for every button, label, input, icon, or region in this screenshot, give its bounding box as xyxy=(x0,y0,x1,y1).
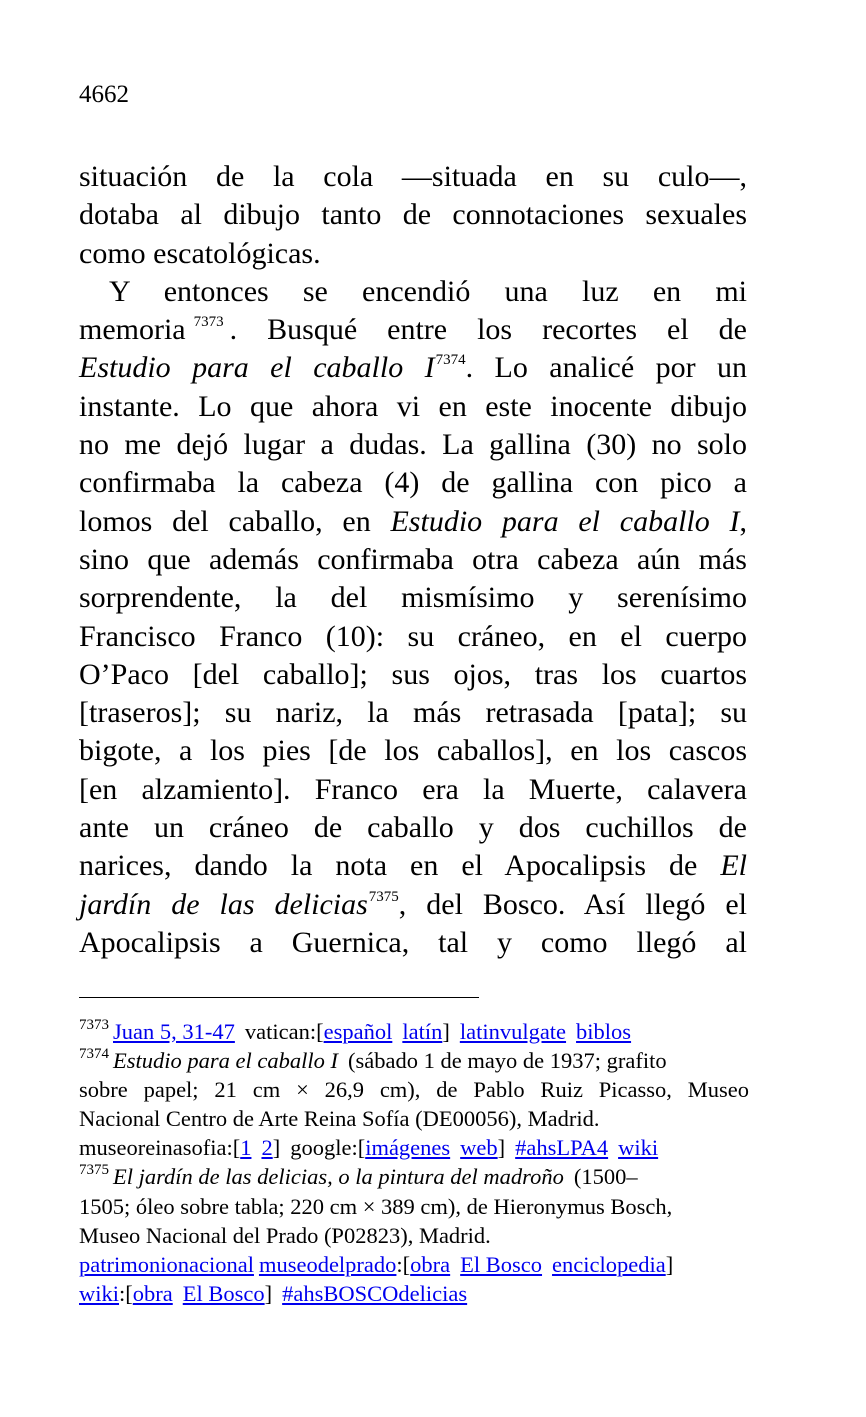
link-el-bosco[interactable]: El Bosco xyxy=(460,1251,543,1277)
footnote-line: Museo Nacional del Prado (P02823), Madrid. xyxy=(79,1222,491,1248)
link-enciclopedia[interactable]: enciclopedia xyxy=(552,1251,666,1277)
text-fragment: memoria xyxy=(79,313,186,347)
text-line xyxy=(79,311,747,349)
text-line: como escatológicas. xyxy=(79,236,321,270)
text-fragment: lomos del caballo, en xyxy=(79,504,371,538)
footnote-reference: 7375 xyxy=(368,888,399,905)
footnote-line: Nacional Centro de Arte Reina Sofía (DE00056), Madrid. xyxy=(79,1106,600,1132)
text-fragment: , del Bosco. Así llegó el xyxy=(398,887,747,921)
bracket: ] xyxy=(497,1135,506,1161)
footnote-reference: 7373 xyxy=(193,314,224,331)
text-line: situación de la cola ―situada en su culo―, xyxy=(79,160,747,193)
text-fragment: . Lo analicé por un xyxy=(465,351,747,385)
link-wiki[interactable]: wiki xyxy=(79,1280,120,1306)
text-line: [en alzamiento]. Franco era la Muerte, calavera xyxy=(79,772,747,806)
footnote-line xyxy=(79,1162,749,1191)
text-line xyxy=(79,847,747,885)
text-line: sino que además confirmaba otra cabeza aún más xyxy=(79,542,747,576)
source-label: museoreinasofia:[ xyxy=(79,1135,241,1161)
source-label: :[ xyxy=(396,1251,411,1277)
footnote-line xyxy=(79,1046,749,1075)
bracket: ] xyxy=(442,1019,450,1044)
link-museodelprado[interactable]: museodelprado xyxy=(258,1251,397,1277)
link-wiki[interactable]: wiki xyxy=(618,1135,659,1161)
artwork-title: Estudio para el caballo I xyxy=(390,504,740,538)
link-el-bosco-wiki[interactable]: El Bosco xyxy=(182,1280,265,1306)
bracket: ] xyxy=(665,1251,674,1277)
footnote-line xyxy=(79,1133,749,1162)
footnote-number: 7375 xyxy=(79,1162,109,1179)
artwork-title: jardín de las delicias xyxy=(79,887,368,921)
artwork-title: El jardín de las delicias, o la pintura del madroño xyxy=(113,1164,564,1190)
footnote-separator xyxy=(79,997,479,998)
text-line xyxy=(79,503,747,541)
link-web[interactable]: web xyxy=(460,1135,498,1161)
footnote-line xyxy=(79,1279,749,1308)
link-imagenes[interactable]: imágenes xyxy=(365,1135,451,1161)
link-museo-2[interactable]: 2 xyxy=(261,1135,273,1161)
text-fragment: (sábado 1 de mayo de 1937; grafito xyxy=(347,1048,667,1074)
source-label: google:[ xyxy=(290,1135,366,1161)
link-juan[interactable]: Juan 5, 31-47 xyxy=(113,1019,235,1044)
text-line: sorprendente, la del mismísimo y serenísimo xyxy=(79,581,747,615)
text-fragment: narices, dando la nota en el Apocalipsis de xyxy=(79,849,698,883)
source-label: :[ xyxy=(119,1280,133,1306)
footnote-line: sobre papel; 21 cm × 26,9 cm), de Pablo Ruiz Picasso, Museo xyxy=(79,1077,749,1103)
text-line: [traseros]; su nariz, la más retrasada [pata]; su xyxy=(79,696,747,730)
artwork-title: Estudio para el caballo I xyxy=(113,1048,338,1074)
footnote-line xyxy=(79,1250,749,1279)
text-line: Apocalipsis a Guernica, tal y como llegó al xyxy=(79,925,747,959)
text-line: Y entonces se encendió una luz en mi xyxy=(109,274,747,308)
footnote-reference: 7374 xyxy=(435,352,466,369)
text-line: no me dejó lugar a dudas. La gallina (30) no solo xyxy=(79,428,747,462)
text-line: confirmaba la cabeza (4) de gallina con pico a xyxy=(79,466,747,500)
text-line xyxy=(79,349,747,387)
link-latinvulgate[interactable]: latinvulgate xyxy=(459,1019,567,1044)
bracket: ] xyxy=(272,1135,281,1161)
artwork-title: Estudio para el caballo I xyxy=(79,351,435,385)
bracket: ] xyxy=(264,1280,273,1306)
body-text xyxy=(79,158,747,962)
text-line: instante. Lo que ahora vi en este inocente dibujo xyxy=(79,389,747,423)
link-hashtag[interactable]: #ahsBOSCOdelicias xyxy=(282,1280,468,1306)
footnote-line xyxy=(79,1017,749,1046)
text-fragment: (1500– xyxy=(573,1164,638,1190)
text-line: bigote, a los pies [de los caballos], en los cascos xyxy=(79,734,747,768)
footnotes xyxy=(79,1017,749,1308)
link-museo-1[interactable]: 1 xyxy=(240,1135,252,1161)
source-label: vatican:[ xyxy=(244,1019,324,1044)
artwork-title: El xyxy=(720,849,747,883)
text-line: O’Paco [del caballo]; sus ojos, tras los cuartos xyxy=(79,657,747,691)
link-obra-wiki[interactable]: obra xyxy=(132,1280,173,1306)
text-fragment: . Busqué entre los recortes el de xyxy=(229,313,747,347)
text-line: dotaba al dibujo tanto de connotaciones sexuales xyxy=(79,198,747,232)
footnote-number: 7373 xyxy=(79,1017,109,1033)
text-line: ante un cráneo de caballo y dos cuchillos de xyxy=(79,811,747,845)
link-hashtag[interactable]: #ahsLPA4 xyxy=(515,1135,609,1161)
footnote-number: 7374 xyxy=(79,1046,109,1063)
link-biblos[interactable]: biblos xyxy=(576,1019,632,1044)
text-line: Francisco Franco (10): su cráneo, en el cuerpo xyxy=(79,619,747,653)
text-line xyxy=(79,886,747,924)
link-patrimonionacional[interactable]: patrimonionacional xyxy=(79,1251,254,1277)
link-latin[interactable]: latín xyxy=(402,1019,443,1044)
link-obra[interactable]: obra xyxy=(410,1251,451,1277)
text-fragment: , xyxy=(739,504,747,538)
footnote-line: 1505; óleo sobre tabla; 220 cm × 389 cm), de Hieronymus Bosch, xyxy=(79,1193,673,1219)
link-espanol[interactable]: español xyxy=(323,1019,393,1044)
page-number: 4662 xyxy=(79,81,129,108)
